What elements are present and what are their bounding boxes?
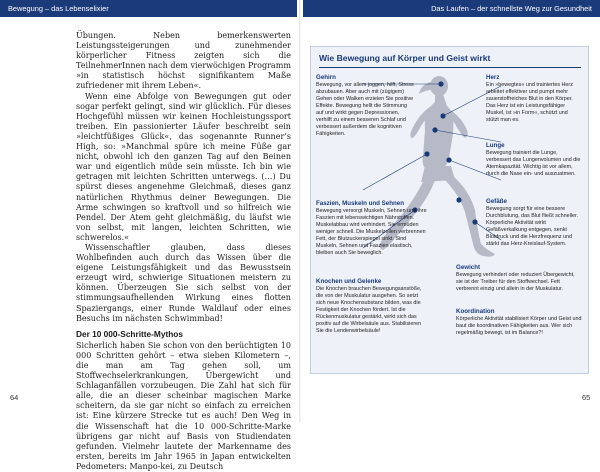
note-text: Bewegung, vor allem joggen, hilft, Stress abzubauen. Aber auch mit (zügigem) Gehen oder Walken erzielen Sie positive Effekte. Bewegung hellt die Stimmung auf und wirkt gegen Depressionen, verhilft zu einem besseren Schlaf und verbessert außerdem die kognitiven Fähigkeiten.	[316, 82, 414, 137]
paragraph: Übungen. Neben bemerkenswerten Leistungssteigerungen und zunehmender körperlicher Fitness zeigten sich die TeilnehmerInnen nach dem vierwöchigen Programm »in statistisch höchst signifikantem Maße zufriedener mit ihrem Leben«.	[76, 31, 291, 91]
note-text: Bewegung verhindert oder reduziert Übergewicht, sie ist der Treiber für den Stoffwechsel. Fett verbrennt einzig und allein in der Muskulatur.	[456, 272, 575, 292]
title-rule	[319, 67, 581, 68]
note-title: Knochen und Gelenke	[316, 278, 382, 285]
page-number-right: 65	[582, 393, 591, 402]
note-knochen	[316, 278, 428, 335]
note-gehirn	[316, 74, 414, 138]
note-faszien	[316, 200, 428, 257]
paragraph: Sicherlich haben Sie schon von den berüchtigten 10 000 Schritten gehört – etwa sieben Kilometern –, die man am Tag gehen soll, um Stoffwechselerkrankungen, Übergewicht und Schlaganfällen vorzubeugen. Die Zahl hat sich für alle, die an dieser scheinbar magischen Marke scheitern, da sie gar nicht so einfach zu erreichen ist: Eine kürzere Strecke tut es auch! Den Weg in die Wissenschaft hat die 10 000-Schritte-Marke übrigens gar nicht auf Basis von Studiendaten gefunden. Vielmehr lautete der Markenname des ersten, bereits im Jahr 1965 in Japan entwickelten Pedometers: Manpo-kei, zu Deutsch	[76, 340, 291, 471]
note-text: Bewegung versorgt Muskeln, Sehnen und ihre Faszien mit lebenswichtigen Nährstoffen. Muskelabbau wird verhindert. Sie ermüden weniger schnell. Die Muskelzellen verbrennen Fett, der Blutzuckerspiegel sinkt. Sind Muskeln, Sehnen und Faszien elastisch, bleiben auch Sie beweglich.	[316, 208, 427, 256]
note-text: Bewegung sorgt für eine bessere Durchblutung, das Blut fließt schneller. Körperliche Aktivität wirkt Gefäßverkalkung entgegen, senkt Blutdruck und die Herzfrequenz und stärkt das Herz-Kreislauf-System.	[486, 206, 578, 247]
note-herz	[486, 74, 582, 124]
note-gewicht	[456, 264, 582, 293]
running-header-left: Bewegung – das Lebenselixier	[0, 0, 297, 17]
paragraph: Wissenschaftler glauben, dass dieses Wohlbefinden auch durch das Wissen über die eigene Leistungsfähigkeit und das Bewusstsein erzeugt wird, schwierige Situationen meistern zu können. Überzeugen Sie sich selbst von der stimmungsaufhellenden Wirkung eines flotten Spaziergangs, einer Runde Waldlauf oder eines Besuchs im nächsten Schwimmbad!	[76, 242, 291, 323]
note-title: Gewicht	[456, 264, 481, 271]
note-title: Faszien, Muskeln und Sehnen	[316, 200, 405, 207]
paragraph: Wenn eine Abfolge von Bewegungen gut oder sogar perfekt gelingt, sind wir glücklich. Für dieses Hochgefühl müssen wir keinen Hochleistungssport treiben. Ein passionierter Läufer beschreibt sein »leichtfüßiges Glück«, das sogenannte Runner’s High, so: »Manchmal spüre ich meine Füße gar nicht, obwohl ich den ganzen Tag auf den Beinen war und eigentlich müde sein müsste. Ich bin wie getragen mit leichten Schritten unterwegs. (…) Du spürst dieses angenehme Gleichmaß, dieses ganz natürlichen Rhythmus deiner Bewegungen. Die Arme schwingen so kraftvoll und so hilfreich wie Pendel. Der Atem geht gleichmäßig, du läufst wie von selbst, mit langen, leichten Schritten, wie schwerelos.«	[76, 91, 291, 242]
running-header-right: Das Laufen – der schnellste Weg zur Gesundheit	[303, 0, 600, 17]
section-heading: Der 10 000-Schritte-Mythos	[76, 328, 183, 339]
page-gutter	[299, 0, 301, 422]
note-gefaesse	[486, 198, 582, 248]
note-title: Gehirn	[316, 74, 336, 81]
note-lunge	[486, 142, 582, 178]
left-page-body	[76, 31, 291, 472]
note-text: Körperliche Aktivität stabilisiert Körper und Geist und baut die koordinativen Fähigkeiten aus. Wer sich regelmäßig bewegt, ist im Balance?!	[456, 316, 582, 336]
note-text: Bewegung trainiert die Lunge, verbessert das Lungenvolumen und die Atemkapazität. Wichtig ist vor allem, durch die Nase ein- und auszuatmen.	[486, 150, 581, 177]
infographic-title: Wie Bewegung auf Körper und Geist wirkt	[319, 53, 491, 63]
note-text: Ein »bewegtes« und trainiertes Herz arbeitet effektiver und pumpt mehr sauerstoffreiches Blut in den Körper. Das Herz ist ein Leistungsfähiger Muskel, ist »in Form«, schützt und stützt man es.	[486, 82, 573, 123]
page-number-left: 64	[10, 393, 19, 402]
note-title: Lunge	[486, 142, 505, 149]
note-title: Koordination	[456, 308, 495, 315]
note-text: Die Knochen brauchen Bewegungsanstöße, die von der Muskulatur ausgehen. So setzt sich neue Knochensubstanz bilden, was die Festigkeit der Knochen fördert. Ist die Rückenmuskulatur gestärkt, wirkt sich das positiv auf die Wirbelsäule aus. Stabilisieren Sie die Lendenwirbelsäule!	[316, 286, 422, 334]
note-title: Herz	[486, 74, 500, 81]
note-title: Gefäße	[486, 198, 507, 205]
note-koordination	[456, 308, 582, 337]
